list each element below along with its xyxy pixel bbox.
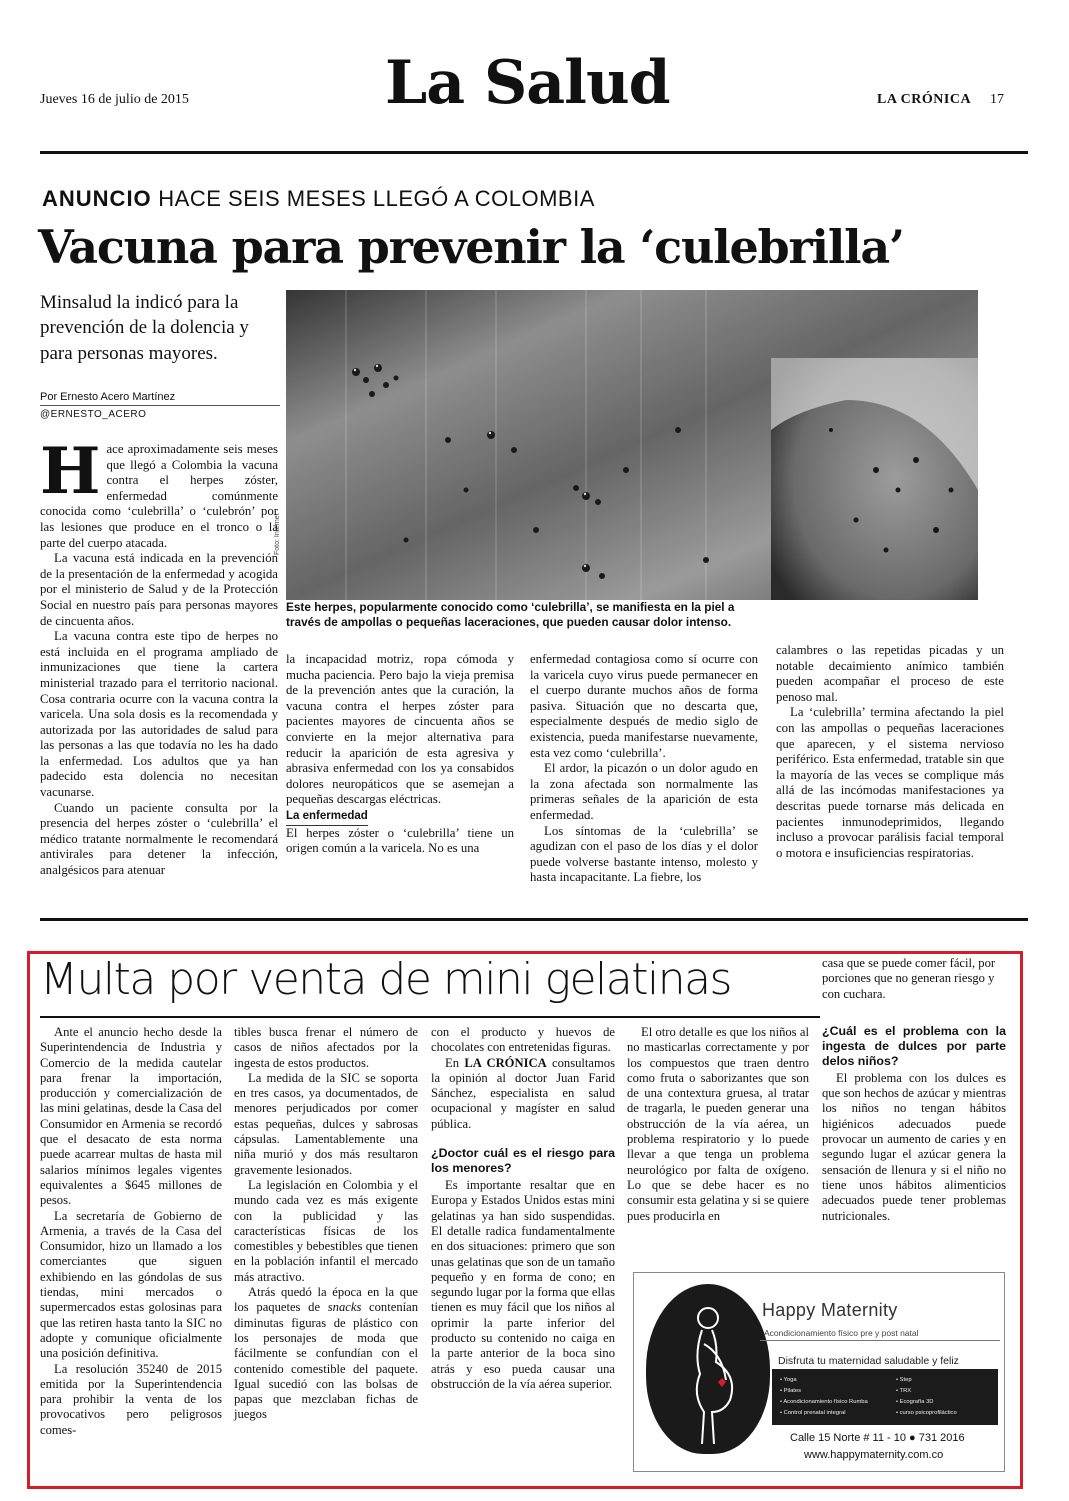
box-headline: Multa por venta de mini gelatinas <box>40 954 731 1005</box>
kicker-text: HACE SEIS MESES LLEGÓ A COLOMBIA <box>158 186 595 211</box>
box-column-4 <box>627 1025 809 1224</box>
ad-services-panel <box>772 1369 998 1425</box>
article-paragraph: enfermedad contagiosa como sí ocurre con la varicela cuyo virus puede permanecer en el cuerpo durante muchos años de forma pasiva. Situación que no descarta que, especialmente después de medio siglo de existencia, pueda manifestarse nuevamente, esta vez como ‘culebrilla’. <box>530 652 758 760</box>
section-divider <box>40 918 1028 921</box>
lead-text: ace aproximadamente seis meses que llegó a Colombia la vacuna contra el herpes zóster, enfermedad comúnmente conocida como ‘culebrilla’ o ‘culebrón’ por las lesiones que produce en el tronco o la parte del cuerpo atacada. <box>40 442 278 550</box>
ad-slogan: Disfruta tu maternidad saludable y feliz <box>778 1355 959 1367</box>
box-column-3 <box>431 1025 615 1392</box>
article-paragraph: La ‘culebrilla’ termina afectando la piel con las ampollas o pequeñas laceraciones que aparecen, y el sistema nervioso periférico. Esta enfermedad, tratable sin que la mayoría de las veces se complique más allá de las incómodas manifestaciones ya descritas puede tornarse más delicada en pacientes inmunodeprimidos, llegando incluso a provocar parálisis facial temporal o motora e insuficiencias respiratorias. <box>776 705 1004 860</box>
box-paragraph: con el producto y huevos de chocolates con entretenidas figuras. <box>431 1025 615 1055</box>
ad-brand-name: Happy Maternity <box>762 1300 898 1320</box>
article-paragraph: El ardor, la picazón o un dolor agudo en la zona afectada son normalmente las primeras señales de la aparición de esta enfermedad. <box>530 761 758 822</box>
box-paragraph: La resolución 35240 de 2015 emitida por la Superintendencia para prohibir la venta de los provocativos pero peligrosos comes- <box>40 1361 222 1437</box>
article-paragraph: La vacuna está indicada en la prevención de la presentación de la enfermedad y acogida por el ministerio de Salud y de la Protección Social en nuestro país para personas mayores de cincuenta años. <box>40 551 278 628</box>
box-paragraph: casa que se puede comer fácil, por porciones que no generan riesgo y con cuchara. <box>822 956 996 1001</box>
box-paragraph <box>234 1285 418 1423</box>
kicker-label: ANUNCIO <box>42 186 152 211</box>
service-item: • Control prenatal integral <box>780 1410 846 1416</box>
interview-question: ¿Doctor cuál es el riesgo para los menores? <box>431 1146 615 1176</box>
text-run: En <box>445 1055 465 1070</box>
service-item: • Yoga <box>780 1377 797 1383</box>
box-paragraph: Ante el anuncio hecho desde la Superintendencia de Industria y Comercio de la medida cautelar para frenar la importación, producción y comercialización de las mini gelatinas, desde la Casa del Consumidor en Armenia se recordó que el desacato de esta norma puede acarrear multas de hasta mil salarios mínimos legales vigentes equivalentes a $645 millones de pesos. <box>40 1025 222 1208</box>
box-paragraph: El otro detalle es que los niños al no masticarlas correctamente y por los compuestos que traen dentro como fruta o saborizantes que son de una contextura gruesa, al tratar de tragarla, le pueden generar una obstrucción de la vía aérea, un problema respiratorio y lo puede llevar a que tenga un problema neurológico por falta de oxígeno. Lo que se debe hacer es no consumir esta gelatina y si se quiere pues producirla en <box>627 1025 809 1223</box>
article-paragraph: Cuando un paciente consulta por la presencia del herpes zóster o ‘culebrilla’ el médico tratante normalmente le recomendará antivirales para detener la infección, analgésicos para atenuar <box>40 800 278 878</box>
box-paragraph: La legislación en Colombia y el mundo cada vez es más exigente con la publicidad y las características físicas de los comestibles y bebestibles que tienen en la población infantil el mercado más atractivo. <box>234 1177 418 1284</box>
ad-website-link[interactable]: www.happymaternity.com.co <box>804 1449 944 1461</box>
article-paragraph: El herpes zóster o ‘culebrilla’ tiene un origen común a la varicela. No es una <box>286 825 514 856</box>
skin-lesions-photo <box>286 290 978 600</box>
interview-question: ¿Cuál es el problema con la ingesta de dulces por parte delos niños? <box>822 1023 1006 1068</box>
photo-caption: Este herpes, popularmente conocido como ‘culebrilla’, se manifiesta en la piel a través de ampollas o pequeñas laceraciones, que pueden causar dolor intenso. <box>286 600 735 629</box>
box-paragraph: tibles busca frenar el número de casos de niños afectados por la ingesta de estos productos. <box>234 1025 418 1070</box>
article-deck: Minsalud la indicó para la prevención de la dolencia y para personas mayores. <box>40 292 249 364</box>
article-column-4 <box>776 643 1004 861</box>
pregnant-silhouette-icon <box>646 1284 770 1454</box>
text-run: consultamos la opinión al doctor Juan Farid Sánchez, especialista en salud ocupacional y magíster en salud pública. <box>431 1055 615 1131</box>
ad-divider <box>760 1340 1000 1341</box>
pregnant-woman-icon <box>646 1284 770 1454</box>
article-kicker <box>42 186 595 212</box>
service-item: • Acondicionamiento físico Rumba <box>780 1399 868 1405</box>
byline: Por Ernesto Acero Martínez <box>40 391 176 403</box>
box-paragraph: La medida de la SIC se soporta en tres casos, ya documentados, de menores perjudicados por comer estas pequeñas, dulces y sabrosas cápsulas. Lamentablemente una niña murió y dos más resultaron gravemente lesionados. <box>234 1070 418 1177</box>
box-column-1 <box>40 1025 222 1438</box>
page-number: 17 <box>990 92 1004 107</box>
photo-credit: Foto: Internet <box>274 513 281 555</box>
article-column-3 <box>530 652 758 886</box>
article-paragraph: la incapacidad motriz, ropa cómoda y mucha paciencia. Pero bajo la vieja premisa de la prevención antes que la curación, la vacuna contra el herpes zóster para pacientes mayores de cincuenta años se convierte en la mejor alternativa para reducir la aparición de esta agresiva y abrasiva enfermedad con los ya consabidos dolores neuropáticos que se asemejan a pequeñas descargas eléctricas. <box>286 652 514 807</box>
box-paragraph: El problema con los dulces es que son hechos de azúcar y mientras los niños no tengan hábitos higiénicos adecuados puede provocar un aumento de caries y en segundo lugar el azúcar genera la sensación de llenura y si el niño no tiene unos hábitos alimenticios adecuados puede tener problemas nutricionales. <box>822 1070 1006 1223</box>
issue-date: Jueves 16 de julio de 2015 <box>40 92 189 107</box>
italic-term: snacks <box>327 1300 362 1315</box>
service-item: • Ecografía 3D <box>896 1399 934 1405</box>
text-run: contenían diminutas figuras de plástico con los personajes de moda que fácilmente se confundían con el contenido comestible del paquete. Igual sucedió con las bolsas de papas que mezclaban fichas de juegos <box>234 1300 419 1422</box>
article-paragraph: calambres o las repetidas picadas y un notable decaimiento anímico también pueden acompañar el proceso de este penoso mal. <box>776 643 1004 704</box>
byline-rule <box>40 405 280 406</box>
box-paragraph: La secretaría de Gobierno de Armenia, a través de la Casa del Consumidor, hizo un llamado a los comerciantes que siguen exhibiendo en las góndolas de sus tiendas, mini mercados o supermercados estas golosinas para que las retiren hasta tanto la SIC no adopte y comunique oficialmente una posición definitiva. <box>40 1208 222 1361</box>
newspaper-name: LA CRÓNICA <box>877 92 972 107</box>
section-title: La Salud <box>385 48 670 118</box>
article-paragraph: La vacuna contra este tipo de herpes no está incluida en el programa ampliado de inmunizaciones que tiene la cartera ministerial trazado para el territorio nacional. Cosa contraria ocurre con la vacuna contra la varicela. Una sola dosis es la recomendada y autorizada por las autoridades de salud para las personas a las que todavía no les ha dado la enfermedad. Los adultos que ya han padecido esta dolencia no necesitan vacunarse. <box>40 629 278 800</box>
article-subhead: La enfermedad <box>286 809 368 826</box>
service-item: • Step <box>896 1377 912 1383</box>
box-column-5 <box>822 956 1006 1224</box>
service-item: • curso psicoprofiláctico <box>896 1410 957 1416</box>
article-column-1 <box>40 434 278 879</box>
article-lead-paragraph <box>40 434 278 551</box>
newspaper-name-inline: LA CRÓNICA <box>464 1055 547 1070</box>
ad-tagline: Acondicionamiento físico pre y post natal <box>764 1328 919 1338</box>
article-column-2 <box>286 652 514 857</box>
ad-address: Calle 15 Norte # 11 - 10 ● 731 2016 <box>790 1432 965 1444</box>
article-paragraph: Los síntomas de la ‘culebrilla’ se agudizan con el paso de los días y el dolor puede volverse bastante intenso, molesto y hasta incapacitante. La fiebre, los <box>530 823 758 885</box>
service-item: • Pilates <box>780 1388 802 1394</box>
article-photo <box>286 290 978 600</box>
article-headline: Vacuna para prevenir la ‘culebrilla’ <box>38 220 904 274</box>
box-column-2 <box>234 1025 418 1423</box>
box-headline-rule <box>40 1016 820 1018</box>
box-paragraph: Es importante resaltar que en Europa y Estados Unidos estas mini gelatinas ya han sido suspendidas. El detalle radica fundamentalmente en dos situaciones: primero que son unas gelatinas que son de un tamaño pequeño y en forma de cono; en segundo lugar por la forma que ellas tienen es muy fácil que los niños al oprimir la parte inferior del producto su contenido no caiga en la parte anterior de la boca sino atrás y eso pueda causar una obstrucción de la vía aérea superior. <box>431 1178 615 1391</box>
text-run: Atrás quedó la época en la que los paquetes de <box>234 1285 418 1315</box>
service-item: • TRX <box>896 1388 912 1394</box>
author-handle: @ERNESTO_ACERO <box>40 409 147 420</box>
drop-cap: H <box>40 434 101 509</box>
box-paragraph <box>431 1056 615 1132</box>
masthead-rule <box>40 151 1028 154</box>
